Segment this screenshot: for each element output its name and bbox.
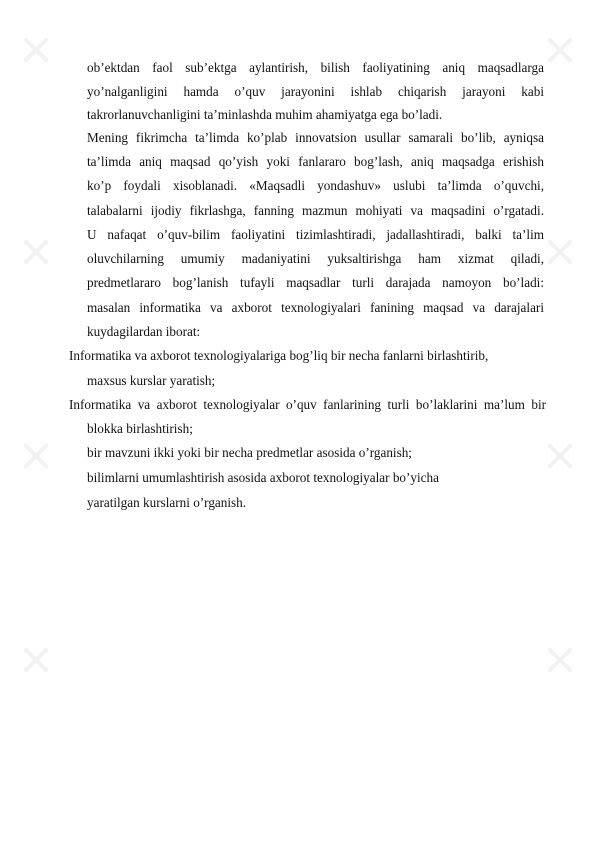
body-text-line: ob’ektdan faol sub’ektga aylantirish, bilish faoliyatining aniq maqsadlarga <box>87 60 544 75</box>
list-item-line: yaratilgan kurslarni o’rganish. <box>87 495 247 510</box>
list-item-line: bilimlarni umumlashtirish asosida axborot texnologiyalar bo’yicha <box>87 470 439 485</box>
body-text-line: kuydagilardan iborat: <box>87 324 201 339</box>
body-text-line: U nafaqat o’quv-bilim faoliyatini tizimlashtiradi, jadallashtiradi, balki ta’lim <box>87 227 544 242</box>
list-item-line: bir mavzuni ikki yoki bir necha predmetlar asosida o’rganish; <box>87 445 412 460</box>
body-text-line: ta’limda aniq maqsad qo’yish yoki fanlararo bog’lash, aniq maqsadga erishish <box>87 154 544 169</box>
body-text-line: ko’p foydali xisoblanadi. «Maqsadli yondashuv» uslubi ta’limda o’quvchi, <box>87 178 544 193</box>
list-item-line: Informatika va axborot texnologiyalariga bog’liq bir necha fanlarni birlashtirib, <box>69 348 489 363</box>
body-text-line: talabalarni ijodiy fikrlashga, fanning mazmun mohiyati va maqsadini o’rgatadi. <box>87 203 544 218</box>
body-text-line: masalan informatika va axborot texnologiyalari fanining maqsad va darajalari <box>87 300 544 315</box>
list-item-line: Informatika va axborot texnologiyalar o’quv fanlarining turli bo’laklarini ma’lum bir <box>69 397 546 412</box>
list-item-line: maxsus kurslar yaratish; <box>87 373 216 388</box>
body-text-line: Mening fikrimcha ta’limda ko’plab innovatsion usullar samarali bo’lib, ayniqsa <box>87 130 544 145</box>
list-item-line: blokka birlashtirish; <box>87 421 193 436</box>
body-text-line: yo’nalganligini hamda o’quv jarayonini ishlab chiqarish jarayoni kabi <box>87 84 544 99</box>
body-text-line: takrorlanuvchanligini ta’minlashda muhim ahamiyatga ega bo’ladi. <box>87 107 443 122</box>
body-text-line: predmetlararo bog’lanish tufayli maqsadlar turli darajada namoyon bo’ladi: <box>87 275 544 290</box>
body-text-line: oluvchilarning umumiy madaniyatini yuksaltirishga ham xizmat qiladi, <box>87 251 544 266</box>
